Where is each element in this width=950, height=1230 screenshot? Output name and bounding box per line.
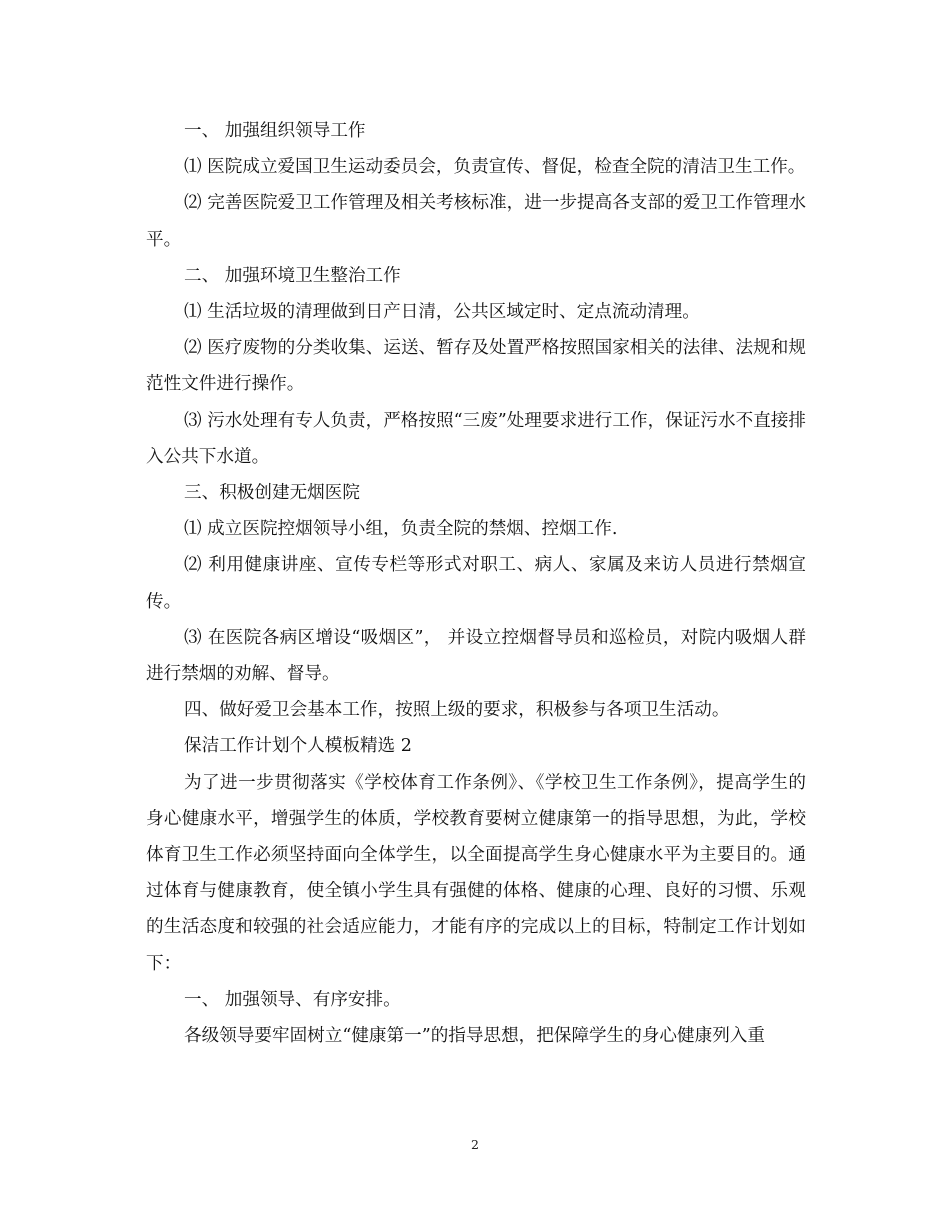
- paragraph-tobacco-control-group: ⑴ 成立医院控烟领导小组，负责全院的禁烟、控烟工作.: [184, 519, 618, 540]
- heading-strengthen-organization: 一、 加强组织领导工作: [184, 121, 366, 141]
- paragraph-health-lectures: ⑵ 利用健康讲座、宣传专栏等形式对职工、病人、家属及来访人员进行禁烟宣传。: [146, 555, 806, 612]
- section-title-plan-2: 保洁工作计划个人模板精选 2: [184, 736, 412, 757]
- paragraph-smoking-areas: ⑶ 在医院各病区增设“吸烟区”， 并设立控烟督导员和巡检员，对院内吸烟人群进行禁烟的劝解、督导。: [146, 627, 806, 685]
- heading-environmental-sanitation: 二、 加强环境卫生整治工作: [184, 265, 401, 286]
- document-body: [146, 113, 806, 1054]
- heading-basic-work: 四、做好爱卫会基本工作，按照上级的要求，积极参与各项卫生活动。: [184, 700, 730, 721]
- heading-smoke-free-hospital: 三、积极创建无烟医院: [184, 483, 360, 504]
- paragraph-garbage-cleanup: ⑴ 生活垃圾的清理做到日产日清，公共区域定时、定点流动清理。: [184, 302, 700, 323]
- paragraph-patriotic-health-committee: ⑴ 医院成立爱国卫生运动委员会，负责宣传、督促，检查全院的清洁卫生工作。: [184, 157, 806, 178]
- paragraph-school-health-intro: 为了进一步贯彻落实《学校体育工作条例》、《学校卫生工作条例》，提高学生的身心健康水平，增强学生的体质，学校教育要树立健康第一的指导思想，为此，学校体育卫生工作必须坚持面向全体学生，以全面提高学生身心健康水平为主要目的。通过体育与健康教育，使全镇小学生具有强健的体格、健康的心理、良好的习惯、乐观的生活态度和较强的社会适应能力，才能有序的完成以上的目标，特制定工作计划如下：: [146, 772, 806, 974]
- paragraph-medical-waste: ⑵ 医疗废物的分类收集、运送、暂存及处置严格按照国家相关的法律、法规和规范性文件进行操作。: [146, 338, 806, 395]
- page-number: 2: [471, 1137, 479, 1152]
- heading-strengthen-leadership: 一、 加强领导、有序安排。: [184, 989, 401, 1010]
- paragraph-health-first: 各级领导要牢固树立“健康第一”的指导思想，把保障学生的身心健康列入重: [184, 1026, 765, 1047]
- paragraph-sewage-treatment: ⑶ 污水处理有专人负责，严格按照“三废”处理要求进行工作，保证污水不直接排入公共下水道。: [146, 410, 806, 467]
- paragraph-improve-management-standards: ⑵ 完善医院爱卫工作管理及相关考核标准，进一步提高各支部的爱卫工作管理水平。: [146, 193, 806, 250]
